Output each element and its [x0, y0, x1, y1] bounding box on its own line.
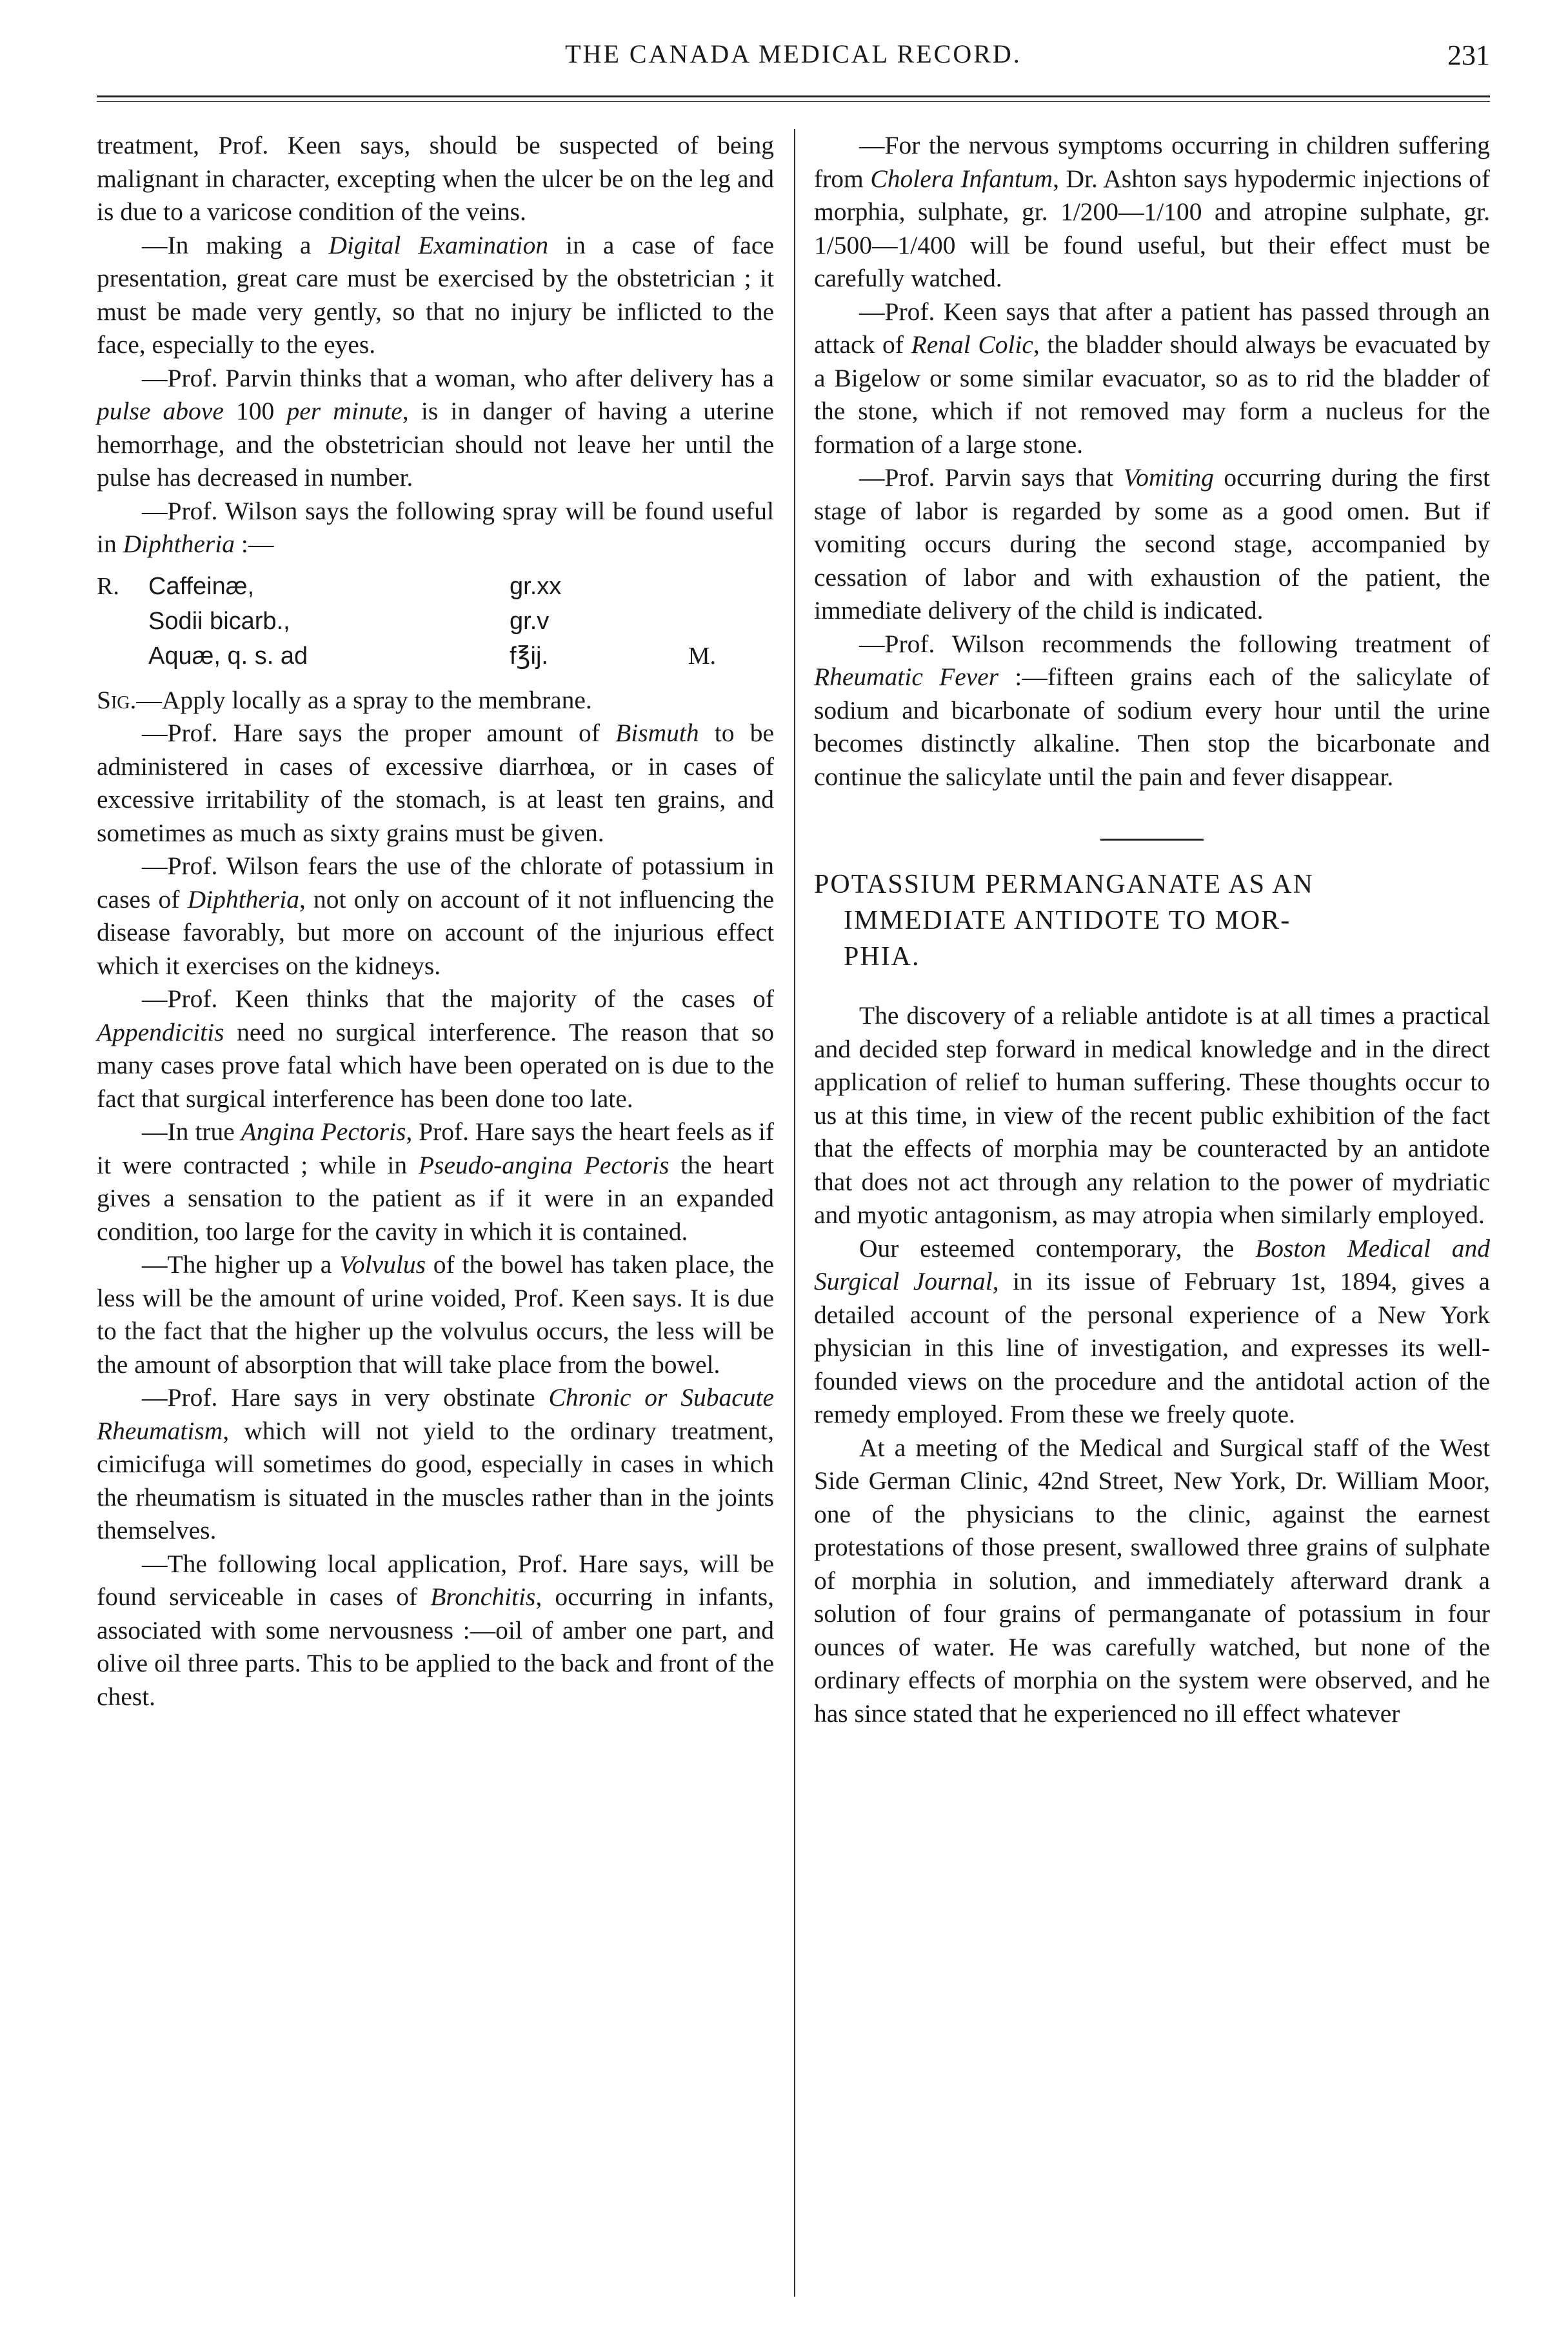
paragraph: —Prof. Wilson recommends the following treatment of Rheumatic Fever :—fifteen grains each of the salicylate of sodium and bicarbonate of sodium every hour until the urine becomes distinctly alkaline. Then stop the bicarbonate and continue the salicylate until the pain and fever disappear. — [814, 629, 1490, 791]
paragraph: —Prof. Keen says that after a patient has passed through an attack of Renal Colic, the bladder should always be evacuated by a Bigelow or some similar evacuator, so as to rid the bladder of the stone, which if not removed may form a nucleus for the formation of a large stone. — [814, 297, 1490, 459]
recipe-symbol: R. — [97, 572, 119, 600]
prescription-row: Aquæ, q. s. ad f℥ij. M. — [148, 642, 716, 670]
fraction: 1/200 — [1060, 197, 1119, 226]
prescription-row: Sodii bicarb., gr.v — [148, 607, 550, 635]
column-divider — [794, 129, 795, 2297]
fraction: 1/400 — [897, 230, 956, 259]
left-column — [97, 129, 774, 1713]
paragraph: —In true Angina Pectoris, Prof. Hare says the heart feels as if it were contracted ; while in Pseudo-angina Pectoris the heart gives a sensation to the patient as if it were in an expanded condition, too large for the cavity in which it is contained. — [97, 1117, 775, 1246]
page-header — [97, 39, 1490, 84]
paragraph: —In making a Digital Examination in a case of face presentation, great care must be exercised by the obstetrician ; it must be made very gently, so that no injury be inflicted to the face, especially to the eyes. — [97, 230, 774, 359]
prescription-table — [97, 570, 774, 675]
paragraph: At a meeting of the Medical and Surgical staff of the West Side German Clinic, 42nd Street, New York, Dr. William Moor, one of the physicians to the clinic, against the earnest protestations of those present, swallowed three grains of sulphate of morphia in solution, and immediately afterward drank a solution of four grains of permanganate of potassium in four ounces of water. He was carefully watched, but none of the ordinary effects of morphia on the system were observed, and he has since stated that he experienced no ill effect whatever — [814, 1433, 1490, 1728]
paragraph: Our esteemed contemporary, the Boston Medical and Surgical Journal, in its issue of February 1st, 1894, gives a detailed account of the personal experience of a New York physician in this line of investigation, and expresses its well-founded views on the procedure and the antidotal action of the remedy employed. From these we freely quote. — [814, 1233, 1491, 1428]
topic-diphtheria: Diphtheria — [123, 530, 235, 558]
header-double-rule — [97, 95, 1490, 102]
paragraph: The discovery of a reliable antidote is at all times a practical and decided step forward in medical knowledge and in the direct application of relief to human suffering. These thoughts occur to us at this time, in view of the recent public exhibition of the fact that the effects of morphia may be counteracted by an antidote that does not act through any relation to the power of mydriatic and myotic antagonism, as may atropia when similarly employed. — [814, 1001, 1490, 1229]
topic-digital-examination: Digital Examination — [328, 230, 549, 259]
paragraph: —Prof. Hare says in very obstinate Chronic or Subacute Rheumatism, which will not yield to the ordinary treatment, cimicifuga will sometimes do good, especially in cases in which the rheumatism is situated in the muscles rather than in the joints themselves. — [97, 1383, 774, 1544]
journal-title: Boston Medical and Surgical Journal — [814, 1233, 1490, 1295]
fraction: 1/500 — [814, 230, 872, 259]
prescription-row: R. Caffeinæ, gr.xx — [97, 570, 774, 605]
paragraph: Sig.—Apply locally as a spray to the membrane. — [97, 685, 592, 714]
page-number: 231 — [1447, 39, 1490, 71]
paragraph: —Prof. Parvin says that Vomiting occurring during the first stage of labor is regarded by some as a good omen. But if vomiting occurs during the second stage, accompanied by cessation of labor and with exhaustion of the patient, the immediate delivery of the child is indicated. — [814, 463, 1490, 624]
fraction: 1/100 — [1144, 197, 1202, 226]
right-column — [814, 129, 1490, 1730]
paragraph: —Prof. Hare says the proper amount of Bismuth to be administered in cases of excessive diarrhœa, or in cases of excessive irritability of the stomach, is at least ten grains, and sometimes as much as sixty grains must be given. — [97, 719, 774, 847]
paragraph: —For the nervous symptoms occurring in children suffering from Cholera Infantum, Dr. Ashton says hypodermic injections of morphia, sulphate, gr. 1/200—1/100 and atropine sulphate, gr. 1/500—1/400 will be found useful, but their effect must be carefully watched. — [814, 131, 1490, 292]
paragraph: —Prof. Keen thinks that the majority of the cases of Appendicitis need no surgical interference. The reason that so many cases prove fatal which have been operated on is due to the fact that surgical interference has been done too late. — [97, 984, 774, 1113]
running-head: THE CANADA MEDICAL RECORD. — [565, 39, 1022, 68]
paragraph: —Prof. Wilson fears the use of the chlorate of potassium in cases of Diphtheria, not only on account of it not influencing the disease favorably, but more on account of the injurious effect which it exercises on the kidneys. — [97, 852, 775, 980]
paragraph: —Prof. Wilson says the following spray will be found useful in Diphtheria :— — [97, 496, 774, 558]
paragraph: —The following local application, Prof. Hare says, will be found serviceable in cases of Bronchitis, occurring in infants, associated with some nervousness :—oil of amber one part, and olive oil three parts. This to be applied to the back and front of the chest. — [97, 1549, 774, 1711]
paragraph: —Prof. Parvin thinks that a woman, who after delivery has a pulse above 100 per minute, is in danger of having a uterine hemorrhage, and the obstetrician should not leave her until the pulse has decreased in number. — [97, 363, 774, 492]
article-title: POTASSIUM PERMANGANATE AS AN IMMEDIATE ANTIDOTE TO MOR- PHIA. — [814, 870, 1314, 972]
section-divider — [1100, 839, 1204, 841]
paragraph: —The higher up a Volvulus of the bowel has taken place, the less will be the amount of urine voided, Prof. Keen says. It is due to the fact that the higher up the volvulus occurs, the less will be the amount of absorption that will take place from the bowel. — [97, 1250, 774, 1379]
paragraph: treatment, Prof. Keen says, should be suspected of being malignant in character, excepting when the ulcer be on the leg and is due to a varicose condition of the veins. — [97, 131, 774, 226]
